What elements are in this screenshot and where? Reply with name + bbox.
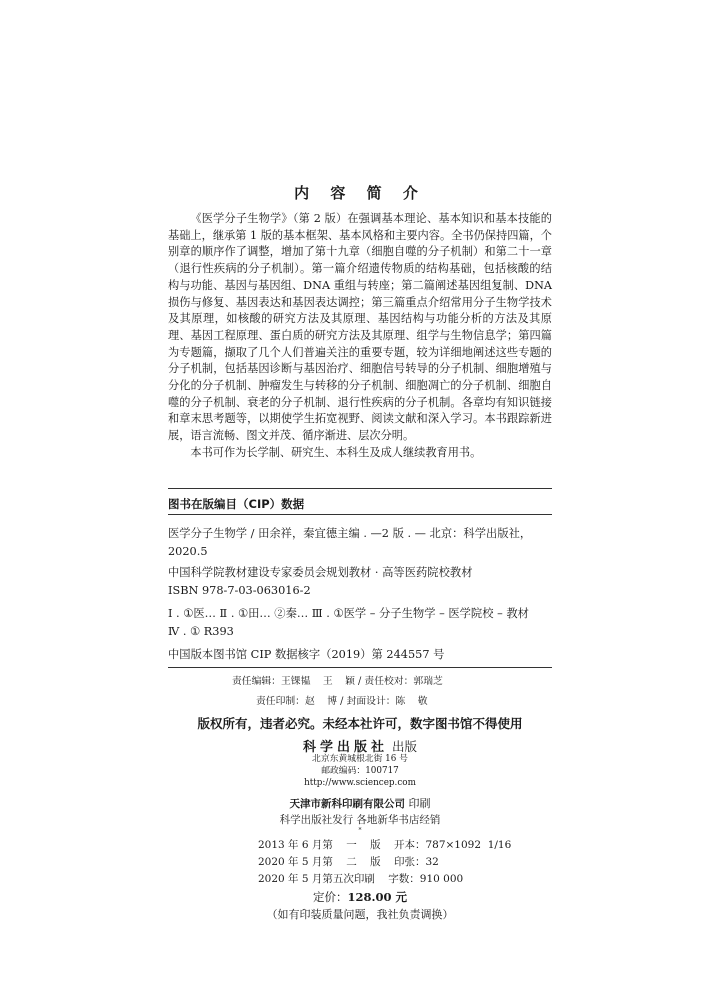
publisher-suffix: 出版 xyxy=(391,739,417,754)
cip-classification-2: Ⅳ . ① R393 xyxy=(168,625,234,638)
separator-mark: * xyxy=(358,827,362,834)
cip-series: 中国科学院教材建设专家委员会规划教材 · 高等医药院校教材 xyxy=(168,566,473,579)
price-line xyxy=(0,889,720,905)
edition-line-2: 2020 年 5 月第 二 版 印张：32 xyxy=(258,856,439,868)
printer-name: 天津市新科印刷有限公司 xyxy=(289,798,405,810)
credits-editors: 责任编辑：王锞韫 王 颖 / 责任校对：郭瑞芝 xyxy=(232,676,443,687)
price-label: 定价： xyxy=(312,890,348,904)
divider-bottom xyxy=(168,667,552,668)
cip-classification-1: Ⅰ . ①医… Ⅱ . ①田… ②秦… Ⅲ . ①医学 – 分子生物学 – 医学院校 – 教材 xyxy=(168,607,529,620)
cip-title-line: 医学分子生物学 / 田余祥，秦宜德主编 . —2 版 . — 北京：科学出版社， xyxy=(168,527,532,540)
price-value: 128.00 元 xyxy=(347,890,408,904)
intro-paragraph-2: 本书可作为长学制、研究生、本科生及成人继续教育用书。 xyxy=(190,445,482,459)
printer-suffix: 印刷 xyxy=(408,797,431,810)
cip-year: 2020.5 xyxy=(168,545,208,558)
page-title: 内 容 简 介 xyxy=(294,184,426,202)
divider-cip-heading xyxy=(168,514,552,515)
publisher-address: 北京东黄城根北街 16 号 xyxy=(312,754,408,764)
cip-heading: 图书在版编目（CIP）数据 xyxy=(168,497,305,511)
distribution-line: 科学出版社发行 各地新华书店经销 xyxy=(279,814,441,826)
publisher-postcode: 邮政编码：100717 xyxy=(321,766,399,776)
edition-line-1: 2013 年 6 月第 一 版 开本：787×1092 1/16 xyxy=(258,839,512,851)
cip-library-record: 中国版本图书馆 CIP 数据核字（2019）第 244557 号 xyxy=(168,648,445,661)
publisher-website: http://www.sciencep.com xyxy=(304,778,416,788)
edition-line-3: 2020 年 5 月第五次印刷 字数：910 000 xyxy=(258,873,464,885)
publisher-name: 科学出版社 xyxy=(302,740,388,755)
intro-paragraph-1: 《医学分子生物学》（第 2 版）在强调基本理论、基本知识和基本技能的基础上，继承第 1 版的基本框架、基本风格和主要内容。全书仍保持四篇，个别章的顺序作了调整，增加了第十九章（细胞自噬的分子机制）和第二十一章（退行性疾病的分子机制）。第一篇介绍遗传物质的结构基础，包括核酸的结构与功能、基因与基因组、DNA 重组与转座；第二篇阐述基因组复制、DNA 损伤与修复、基因表达和基因表达调控；第三篇重点介绍常用分子生物学技术及其原理，如核酸的研究方法及其原理、基因结构与功能分析的方法及其原理、基因工程原理、蛋白质的研究方法及其原理、组学与生物信息学；第四篇为专题篇，撷取了几个人们普遍关注的重要专题，较为详细地阐述这些专题的分子机制，包括基因诊断与基因治疗、细胞信号转导的分子机制、细胞增殖与分化的分子机制、肿瘤发生与转移的分子机制、细胞凋亡的分子机制、细胞自噬的分子机制、衰老的分子机制、退行性疾病的分子机制。各章均有知识链接和章末思考题等，以期使学生拓宽视野、阅读文献和深入学习。本书跟踪新进展，语言流畅、图文并茂、循序渐进、层次分明。 xyxy=(168,212,552,443)
divider-top xyxy=(168,488,552,489)
credits-production: 责任印制：赵 博 / 封面设计：陈 敬 xyxy=(256,696,428,707)
quality-notice: （如有印装质量问题，我社负责调换） xyxy=(266,908,454,921)
printer-line xyxy=(0,795,720,811)
copyright-notice: 版权所有，违者必究。未经本社许可，数字图书馆不得使用 xyxy=(197,716,523,731)
cip-isbn: ISBN 978-7-03-063016-2 xyxy=(168,584,311,597)
intro-section xyxy=(168,211,552,462)
